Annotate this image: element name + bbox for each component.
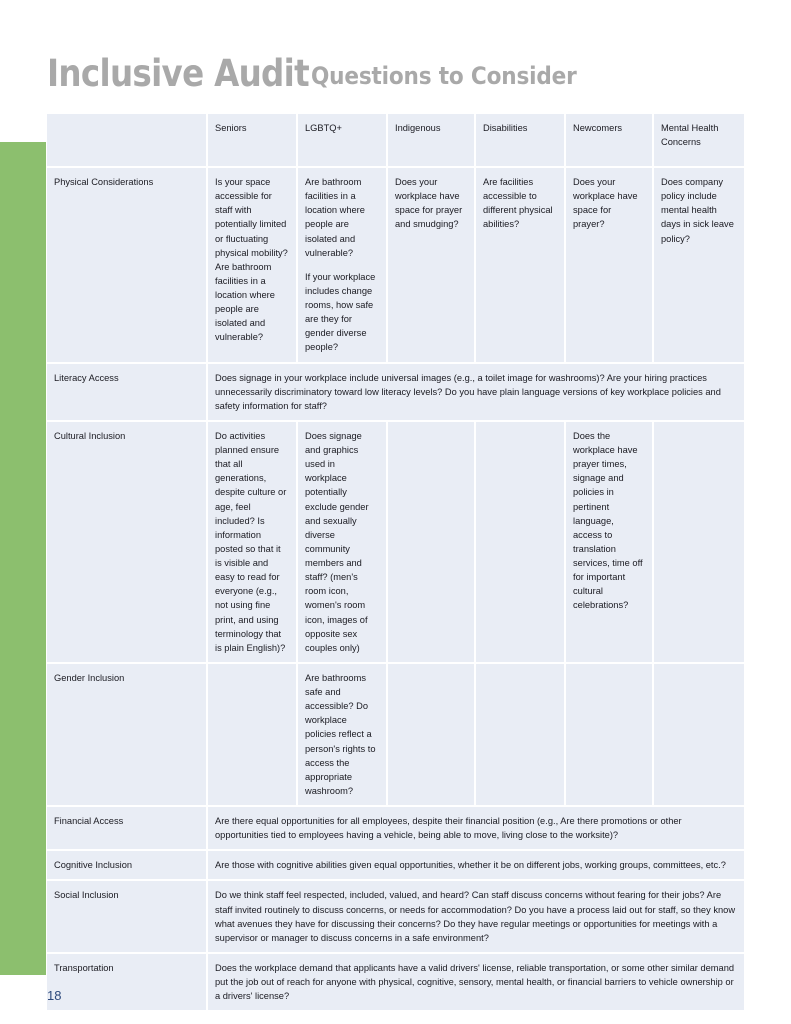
row-cell — [565, 421, 653, 663]
row-content-full: Does signage in your workplace include universal images (e.g., a toilet image for washrooms)? Are your hiring practices unnecessarily discriminatory toward low literacy levels? Do you have plain language versions of key workplace policies and safety information for staff? — [207, 363, 744, 421]
row-cell — [387, 663, 475, 806]
column-header-indigenous: Indigenous — [387, 114, 475, 167]
cell-paragraph: Do activities planned ensure that all generations, despite culture or age, feel included? Is information posted so that it is visible and easy to read for everyone (e.g., not using fine print, and using terminology that is plain English)? — [215, 430, 287, 653]
page-title — [47, 52, 606, 95]
page-title-subtitle: Questions to Consider — [311, 62, 577, 90]
column-header-disabilities: Disabilities — [475, 114, 565, 167]
cell-paragraph: Is your space accessible for staff with potentially limited or fluctuating physical mobility? Are bathroom facilities in a location where people are isolated and vulnerable? — [215, 177, 288, 343]
column-header-mental-health-concerns: Mental Health Concerns — [653, 114, 744, 167]
row-cell — [207, 663, 297, 806]
row-cell — [475, 663, 565, 806]
page-title-main: Inclusive Audit — [47, 52, 309, 95]
row-label: Cultural Inclusion — [47, 421, 207, 663]
row-cell — [387, 167, 475, 363]
column-header-newcomers: Newcomers — [565, 114, 653, 167]
row-cell — [565, 167, 653, 363]
row-label: Cognitive Inclusion — [47, 850, 207, 880]
table-row — [47, 953, 744, 1010]
cell-paragraph: Does the workplace have prayer times, signage and policies in pertinent language, access to translation services, time off for important cultural celebrations? — [573, 430, 643, 611]
table-row — [47, 806, 744, 850]
cell-paragraph: Does your workplace have space for prayer? — [573, 177, 638, 230]
row-cell — [207, 167, 297, 363]
row-cell — [297, 421, 387, 663]
cell-paragraph: Does company policy include mental health days in sick leave policy? — [661, 177, 734, 244]
row-cell — [207, 421, 297, 663]
row-cell — [297, 167, 387, 363]
table-row — [47, 880, 744, 953]
row-cell — [565, 663, 653, 806]
row-label: Transportation — [47, 953, 207, 1010]
row-label: Physical Considerations — [47, 167, 207, 363]
decorative-green-sidebar — [0, 142, 46, 975]
table-header — [47, 114, 744, 167]
table-row — [47, 363, 744, 421]
cell-paragraph: Are facilities accessible to different physical abilities? — [483, 177, 553, 230]
cell-paragraph: Does signage and graphics used in workplace potentially exclude gender and sexually diverse community members and staff? (men's room icon, women's room icon, images of opposite sex couples only) — [305, 430, 369, 653]
row-cell — [653, 421, 744, 663]
row-cell — [653, 167, 744, 363]
row-content-full: Does the workplace demand that applicants have a valid drivers' license, reliable transportation, or some other similar demand put the job out of reach for anyone with physical, cognitive, sensory, mental health, or financial barriers to vehicle ownership or a drivers' license? — [207, 953, 744, 1010]
row-label: Financial Access — [47, 806, 207, 850]
inclusive-audit-table — [47, 114, 744, 1010]
row-content-full: Are there equal opportunities for all employees, despite their financial position (e.g., Are there promotions or other opportunities tied to employees having a vehicle, being able to move, living close to the worksite)? — [207, 806, 744, 850]
cell-paragraph: Does your workplace have space for prayer and smudging? — [395, 177, 463, 230]
table-header-row — [47, 114, 744, 167]
row-cell — [387, 421, 475, 663]
table-row — [47, 663, 744, 806]
row-content-full: Do we think staff feel respected, included, valued, and heard? Can staff discuss concerns without fearing for their jobs? Are staff invited routinely to discuss concerns, or needs for accommodation? Do you have a process laid out for staff, so they know what avenues they have for discussing their concerns? Do they have regular meetings or opportunities for meetings with a supervisor or manager to discuss concerns in a safe environment? — [207, 880, 744, 953]
table-row — [47, 850, 744, 880]
cell-paragraph: If your workplace includes change rooms, how safe are they for gender diverse people? — [305, 271, 376, 353]
cell-paragraph: Are bathroom facilities in a location where people are isolated and vulnerable? — [305, 177, 365, 258]
row-label: Social Inclusion — [47, 880, 207, 953]
row-label: Literacy Access — [47, 363, 207, 421]
row-label: Gender Inclusion — [47, 663, 207, 806]
column-header-lgbtq: LGBTQ+ — [297, 114, 387, 167]
table-body — [47, 167, 744, 1010]
row-cell — [653, 663, 744, 806]
row-content-full: Are those with cognitive abilities given equal opportunities, whether it be on different jobs, working groups, committees, etc.? — [207, 850, 744, 880]
cell-paragraph: Are bathrooms safe and accessible? Do workplace policies reflect a person's rights to access the appropriate washroom? — [305, 672, 376, 796]
table-row — [47, 167, 744, 363]
table-corner-cell — [47, 114, 207, 167]
row-cell — [475, 421, 565, 663]
table-row — [47, 421, 744, 663]
row-cell — [475, 167, 565, 363]
column-header-seniors: Seniors — [207, 114, 297, 167]
row-cell — [297, 663, 387, 806]
page-number: 18 — [47, 988, 62, 1003]
